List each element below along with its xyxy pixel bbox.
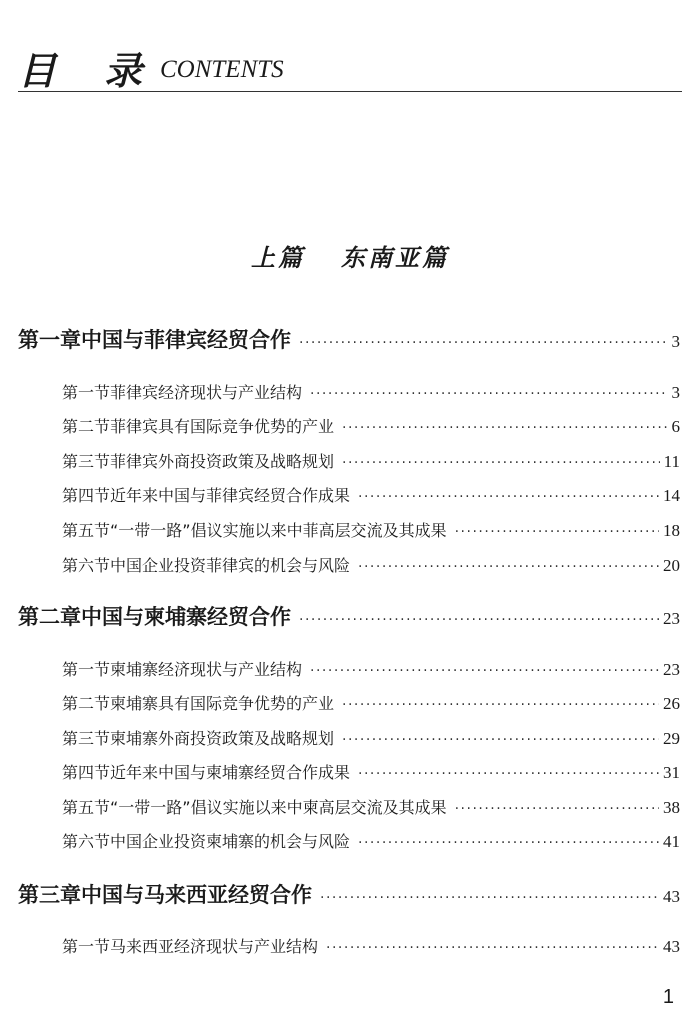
- section-title: 马来西亚经济现状与产业结构: [110, 937, 319, 956]
- section-number: 第六节: [62, 832, 111, 851]
- dot-leader: [342, 455, 660, 471]
- dot-leader: [342, 697, 659, 713]
- toc-page-number: 23: [663, 609, 680, 628]
- chapter-number: 第二章: [18, 604, 81, 629]
- section-title: 柬埔寨外商投资政策及战略规划: [110, 729, 335, 748]
- toc-page-number: 6: [671, 417, 680, 436]
- toc-page-number: 31: [663, 763, 680, 782]
- section-title: 中国企业投资菲律宾的机会与风险: [110, 556, 351, 575]
- toc-page-number: 11: [663, 452, 680, 471]
- dot-leader: [358, 766, 659, 782]
- section-title: 菲律宾经济现状与产业结构: [110, 383, 303, 402]
- section-title: 菲律宾外商投资政策及战略规划: [110, 452, 335, 471]
- chapter-title: 中国与菲律宾经贸合作: [81, 327, 291, 352]
- toc-page-number: 26: [663, 694, 680, 713]
- section-number: 第六节: [62, 556, 111, 575]
- dot-leader: [299, 335, 668, 351]
- section-number: 第一节: [62, 383, 111, 402]
- section-title: “一带一路”倡议实施以来中菲高层交流及其成果: [110, 521, 447, 540]
- chapter-title: 中国与马来西亚经贸合作: [81, 882, 312, 907]
- toc-section-row[interactable]: [62, 760, 680, 783]
- toc-page-number: 41: [663, 832, 680, 851]
- dot-leader: [358, 835, 659, 851]
- section-title: 近年来中国与菲律宾经贸合作成果: [110, 486, 351, 505]
- section-number: 第五节: [62, 521, 111, 540]
- toc-section-row[interactable]: [62, 483, 680, 506]
- section-number: 第五节: [62, 798, 111, 817]
- section-number: 第三节: [62, 729, 111, 748]
- dot-leader: [342, 732, 659, 748]
- toc-section-row[interactable]: [62, 518, 680, 541]
- part-title-left: 上篇: [251, 243, 305, 272]
- toc-page-number: 20: [663, 556, 680, 575]
- dot-leader: [326, 940, 659, 956]
- toc-chapter-row[interactable]: [18, 601, 680, 631]
- section-number: 第一节: [62, 660, 111, 679]
- section-title: 近年来中国与柬埔寨经贸合作成果: [110, 763, 351, 782]
- toc-page-number: 18: [663, 521, 680, 540]
- toc-chapter-row[interactable]: [18, 324, 680, 354]
- section-title: 菲律宾具有国际竞争优势的产业: [110, 417, 335, 436]
- contents-header: [18, 38, 682, 98]
- dot-leader: [358, 489, 659, 505]
- toc-section-row[interactable]: [62, 449, 680, 472]
- toc-page-number: 3: [671, 332, 680, 351]
- toc-section-row[interactable]: [62, 829, 680, 852]
- section-number: 第二节: [62, 417, 111, 436]
- toc-section-row[interactable]: [62, 657, 680, 680]
- chapter-number: 第一章: [18, 327, 81, 352]
- toc-page-number: 3: [671, 383, 680, 402]
- dot-leader: [358, 559, 659, 575]
- section-number: 第二节: [62, 694, 111, 713]
- toc-section-row[interactable]: [62, 726, 680, 749]
- toc-page-number: 23: [663, 660, 680, 679]
- page-number: 1: [662, 986, 674, 1008]
- header-title-lu: 录: [104, 49, 143, 93]
- dot-leader: [310, 386, 667, 402]
- toc-page-number: 29: [663, 729, 680, 748]
- dot-leader: [310, 663, 659, 679]
- toc-section-row[interactable]: [62, 795, 680, 818]
- section-title: 柬埔寨经济现状与产业结构: [110, 660, 303, 679]
- dot-leader: [342, 420, 667, 436]
- section-number: 第一节: [62, 937, 111, 956]
- header-divider: [18, 91, 682, 92]
- part-title: [0, 238, 700, 273]
- header-title-en: CONTENTS: [160, 56, 284, 83]
- header-title-mu: 目: [18, 49, 59, 93]
- toc-section-row[interactable]: [62, 380, 680, 403]
- toc-chapter-row[interactable]: [18, 879, 680, 909]
- toc-page-number: 38: [663, 798, 680, 817]
- toc-page-number: 43: [663, 887, 680, 906]
- toc-page-number: 43: [663, 937, 680, 956]
- chapter-title: 中国与柬埔寨经贸合作: [81, 604, 291, 629]
- toc-section-row[interactable]: [62, 414, 680, 437]
- toc-page-number: 14: [663, 486, 680, 505]
- section-number: 第三节: [62, 452, 111, 471]
- section-title: 中国企业投资柬埔寨的机会与风险: [110, 832, 351, 851]
- toc-section-row[interactable]: [62, 691, 680, 714]
- section-number: 第四节: [62, 486, 111, 505]
- section-title: 柬埔寨具有国际竞争优势的产业: [110, 694, 335, 713]
- section-number: 第四节: [62, 763, 111, 782]
- dot-leader: [455, 801, 659, 817]
- dot-leader: [320, 890, 659, 906]
- toc-section-row[interactable]: [62, 934, 680, 957]
- part-title-right: 东南亚篇: [341, 243, 449, 272]
- dot-leader: [455, 524, 659, 540]
- section-title: “一带一路”倡议实施以来中柬高层交流及其成果: [110, 798, 447, 817]
- chapter-number: 第三章: [18, 882, 81, 907]
- dot-leader: [299, 612, 659, 628]
- toc-section-row[interactable]: [62, 553, 680, 576]
